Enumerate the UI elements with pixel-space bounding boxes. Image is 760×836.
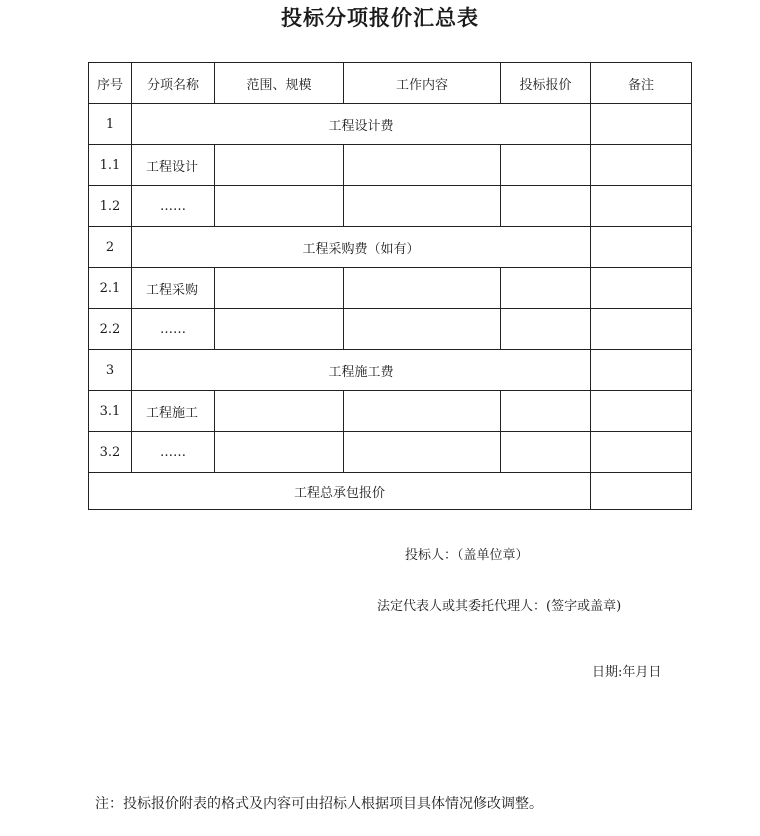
work-content-cell[interactable] (344, 391, 501, 432)
section-name: 工程施工费 (132, 350, 591, 391)
header-scope: 范围、规模 (215, 63, 344, 104)
total-row (89, 473, 692, 510)
bid-price-cell[interactable] (501, 391, 591, 432)
bid-price-cell[interactable] (501, 309, 591, 350)
remarks-cell[interactable] (591, 268, 692, 309)
remarks-cell[interactable] (591, 432, 692, 473)
scope-cell[interactable] (215, 186, 344, 227)
scope-cell[interactable] (215, 391, 344, 432)
table-row (89, 268, 692, 309)
section-name: 工程采购费（如有） (132, 227, 591, 268)
bid-price-cell[interactable] (501, 268, 591, 309)
work-content-cell[interactable] (344, 145, 501, 186)
header-work-content: 工作内容 (344, 63, 501, 104)
section-row (89, 227, 692, 268)
bid-price-cell[interactable] (501, 186, 591, 227)
item-no: 2.2 (89, 309, 132, 350)
item-name: 工程采购 (132, 268, 215, 309)
header-remarks: 备注 (591, 63, 692, 104)
item-name: 工程设计 (132, 145, 215, 186)
date-line: 日期:年月日 (592, 665, 662, 680)
remarks-cell[interactable] (591, 186, 692, 227)
quote-summary-table (88, 62, 692, 510)
item-no: 3.2 (89, 432, 132, 473)
section-no: 3 (89, 350, 132, 391)
section-no: 1 (89, 104, 132, 145)
remarks-cell[interactable] (591, 350, 692, 391)
work-content-cell[interactable] (344, 432, 501, 473)
section-row (89, 104, 692, 145)
scope-cell[interactable] (215, 309, 344, 350)
remarks-cell[interactable] (591, 145, 692, 186)
table-header-row (89, 63, 692, 104)
header-no: 序号 (89, 63, 132, 104)
section-name: 工程设计费 (132, 104, 591, 145)
bid-price-cell[interactable] (501, 145, 591, 186)
remarks-cell[interactable] (591, 309, 692, 350)
item-name: …… (132, 309, 215, 350)
page-title: 投标分项报价汇总表 (281, 6, 479, 30)
table-row (89, 309, 692, 350)
total-remarks-cell[interactable] (591, 473, 692, 510)
remarks-cell[interactable] (591, 227, 692, 268)
scope-cell[interactable] (215, 432, 344, 473)
item-no: 1.1 (89, 145, 132, 186)
work-content-cell[interactable] (344, 268, 501, 309)
table-row (89, 145, 692, 186)
total-label: 工程总承包报价 (89, 473, 591, 510)
section-no: 2 (89, 227, 132, 268)
table-row (89, 432, 692, 473)
bidder-signature-line: 投标人：（盖单位章） (405, 548, 529, 563)
header-bid-price: 投标报价 (501, 63, 591, 104)
item-name: …… (132, 432, 215, 473)
footnote: 注：投标报价附表的格式及内容可由招标人根据项目具体情况修改调整。 (95, 796, 543, 812)
header-item-name: 分项名称 (132, 63, 215, 104)
work-content-cell[interactable] (344, 186, 501, 227)
table-row (89, 391, 692, 432)
item-no: 3.1 (89, 391, 132, 432)
item-name: …… (132, 186, 215, 227)
bid-price-cell[interactable] (501, 432, 591, 473)
work-content-cell[interactable] (344, 309, 501, 350)
remarks-cell[interactable] (591, 391, 692, 432)
section-row (89, 350, 692, 391)
item-no: 1.2 (89, 186, 132, 227)
item-name: 工程施工 (132, 391, 215, 432)
scope-cell[interactable] (215, 268, 344, 309)
table-row (89, 186, 692, 227)
representative-signature-line: 法定代表人或其委托代理人：(签字或盖章) (377, 599, 622, 614)
item-no: 2.1 (89, 268, 132, 309)
remarks-cell[interactable] (591, 104, 692, 145)
scope-cell[interactable] (215, 145, 344, 186)
